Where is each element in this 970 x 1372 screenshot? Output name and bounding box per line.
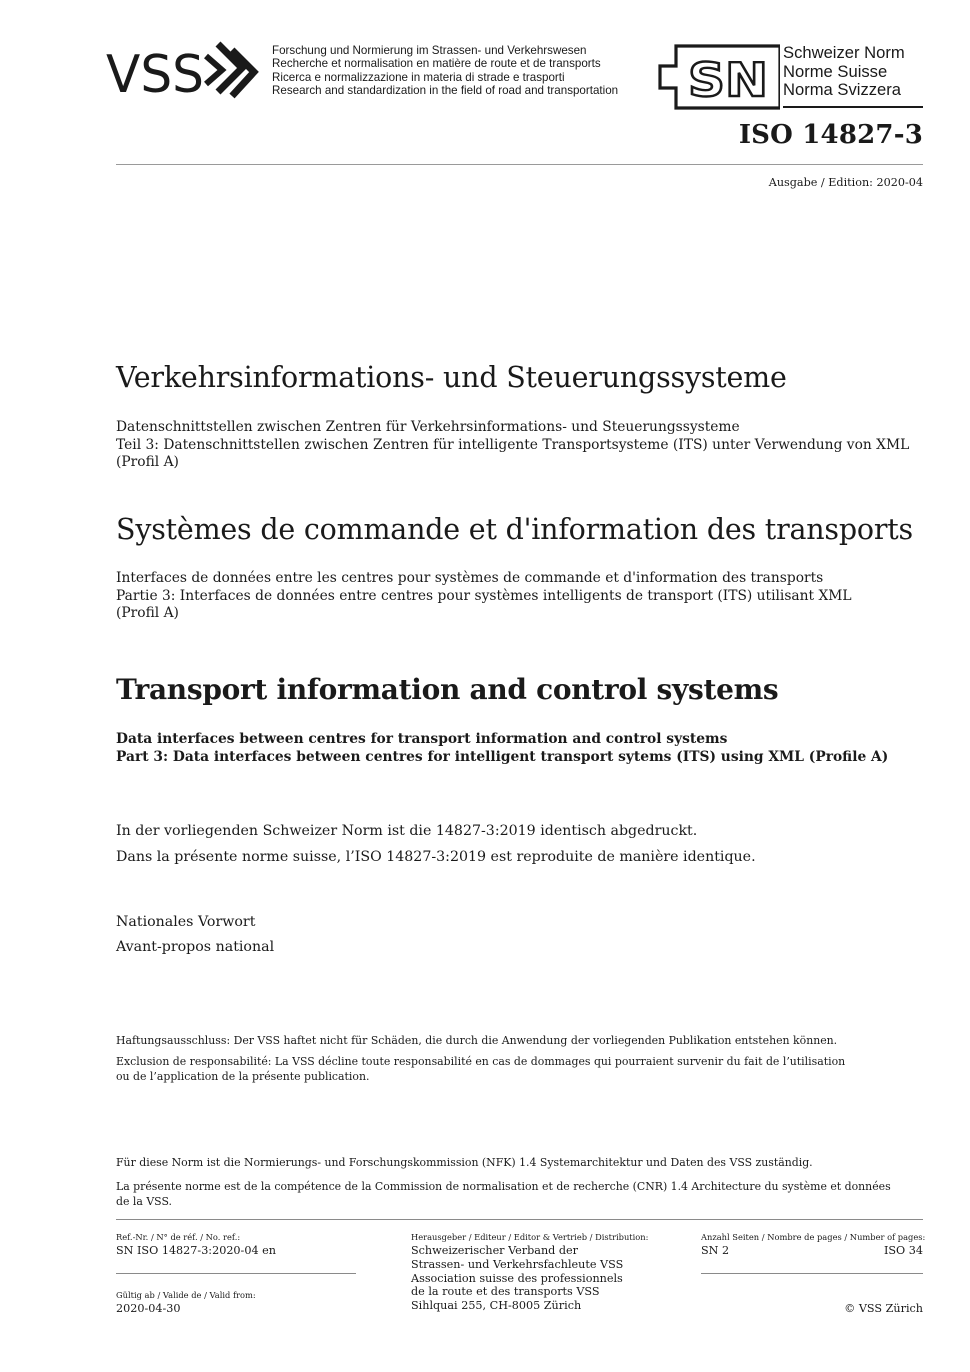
publisher-label: Herausgeber / Editeur / Editor & Vertrieb / Distribution: [411,1232,649,1242]
valid-from-label: Gültig ab / Valide de / Valid from: [116,1290,256,1300]
identical-statement-german: In der vorliegenden Schweizer Norm ist die 14827-3:2019 identisch abgedruckt. [116,823,698,839]
identical-statement-french: Dans la présente norme suisse, l’ISO 14827-3:2019 est reproduite de manière identique. [116,849,756,865]
swiss-norm-names: Schweizer Norm Norme Suisse Norma Svizzera [783,43,905,100]
svg-text:VSS: VSS [106,45,204,100]
publisher-address: Schweizerischer Verband der Strassen- und Verkehrsfachleute VSS Association suisse des professionnels de la route et des transports VSS Sihlquai 255, CH-8005 Zürich [411,1244,624,1313]
standard-number: ISO 14827-3 [738,120,923,150]
subtitle-german: Datenschnittstellen zwischen Zentren für Verkehrsinformations- und Steuerungssysteme Teil 3: Datenschnittstellen zwischen Zentren für intelligente Transportsysteme (ITS) unter Verwendung von XML (Profil A) [116,419,910,471]
page-count-sn: SN 2 [701,1244,730,1257]
page-count-label: Anzahl Seiten / Nombre de pages / Number of pages: [701,1232,926,1242]
subtitle-english: Data interfaces between centres for transport information and control systems Part 3: Data interfaces between centres for intelligent transport sytems (ITS) using XML (Profile A) [116,731,889,765]
reference-number: SN ISO 14827-3:2020-04 en [116,1244,276,1257]
swiss-norm-logo [658,44,780,110]
vss-tagline: Forschung und Normierung im Strassen- und Verkehrswesen Recherche et normalisation en matière de route et de transports Ricerca e normalizzazione in materia di strade e trasporti Research and standardization in the field of road and transportation [272,44,619,97]
vss-logo [106,40,266,100]
committee-german: Für diese Norm ist die Normierungs- und Forschungskommission (NFK) 1.4 Systemarchitektur und Daten des VSS zuständig. [116,1156,813,1169]
subtitle-french: Interfaces de données entre les centres pour systèmes de commande et d'information des transports Partie 3: Interfaces de données entre centres pour systèmes intelligents de transport (ITS) utilisant XML (Profil A) [116,570,852,622]
title-german: Verkehrsinformations- und Steuerungssysteme [116,361,787,394]
header-divider [116,164,923,165]
copyright-notice: © VSS Zürich [844,1302,923,1315]
disclaimer-german: Haftungsausschluss: Der VSS haftet nicht für Schäden, die durch die Anwendung der vorliegenden Publikation entstehen können. [116,1034,838,1047]
svg-text:SN: SN [688,53,768,107]
page-count-divider [701,1273,923,1274]
title-french: Systèmes de commande et d'information des transports [116,513,913,546]
national-foreword-french: Avant-propos national [116,939,275,955]
page-count-iso: ISO 34 [883,1244,923,1257]
national-foreword-german: Nationales Vorwort [116,914,256,930]
reference-label: Ref.-Nr. / N° de réf. / No. ref.: [116,1232,241,1242]
footer-divider [116,1219,923,1220]
edition-date: Ausgabe / Edition: 2020-04 [768,176,923,189]
reference-divider [116,1273,356,1274]
valid-from-date: 2020-04-30 [116,1302,181,1315]
disclaimer-french: Exclusion de responsabilité: La VSS décline toute responsabilité en cas de dommages qui pourraient survenir du fait de l’utilisation ou de l’application de la présente publication. [116,1055,846,1084]
title-english: Transport information and control systems [116,673,779,706]
swiss-norm-underline [783,106,923,108]
committee-french: La présente norme est de la compétence de la Commission de normalisation et de recherche (CNR) 1.4 Architecture du système et données de la VSS. [116,1180,891,1209]
